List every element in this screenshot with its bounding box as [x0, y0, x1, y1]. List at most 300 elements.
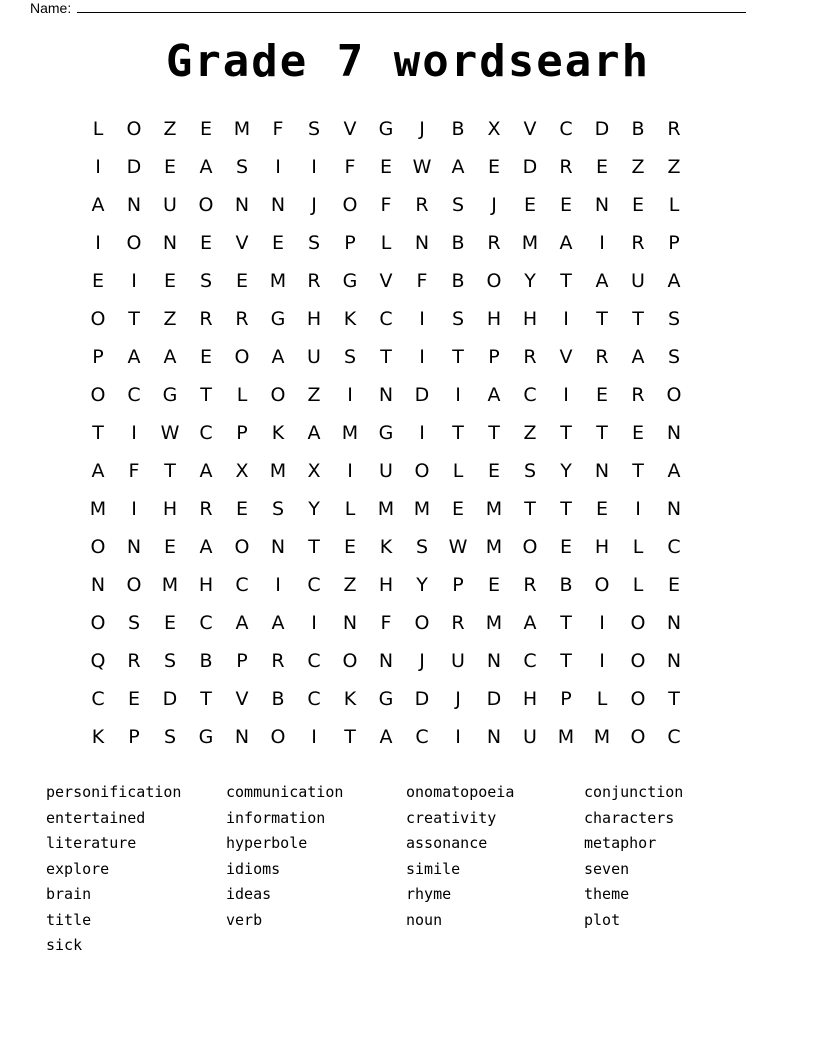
grid-cell[interactable]: M [593, 726, 611, 748]
grid-cell[interactable]: M [413, 498, 431, 520]
grid-cell[interactable]: V [379, 270, 393, 292]
grid-cell[interactable]: G [162, 384, 178, 406]
grid-cell[interactable]: J [419, 118, 425, 140]
grid-cell[interactable]: R [451, 612, 465, 634]
grid-cell[interactable]: I [347, 460, 353, 482]
word-list-item[interactable]: entertained [46, 808, 146, 827]
grid-cell[interactable]: I [599, 650, 605, 672]
grid-cell[interactable]: B [451, 270, 465, 292]
grid-cell[interactable]: C [307, 574, 321, 596]
word-list-item[interactable]: explore [46, 859, 110, 878]
grid-cell[interactable]: I [347, 384, 353, 406]
grid-cell[interactable]: Z [163, 308, 177, 330]
grid-cell[interactable]: N [666, 498, 682, 520]
grid-cell[interactable]: N [486, 650, 502, 672]
grid-cell[interactable]: I [455, 726, 461, 748]
grid-cell[interactable]: E [451, 498, 464, 520]
word-list-item[interactable]: communication [226, 783, 344, 801]
grid-cell[interactable]: R [487, 232, 501, 254]
grid-cell[interactable]: G [198, 726, 214, 748]
grid-cell[interactable]: I [131, 270, 137, 292]
grid-cell[interactable]: Z [631, 156, 645, 178]
grid-cell[interactable]: J [491, 194, 497, 216]
grid-cell[interactable]: J [419, 650, 425, 672]
grid-cell[interactable]: D [522, 156, 538, 178]
grid-cell[interactable]: C [307, 650, 321, 672]
grid-cell[interactable]: C [523, 384, 537, 406]
grid-cell[interactable]: H [198, 574, 214, 596]
word-list-item[interactable]: onomatopoeia [406, 783, 515, 801]
word-list-item[interactable]: verb [226, 910, 263, 929]
grid-cell[interactable]: J [455, 688, 461, 710]
grid-cell[interactable]: O [486, 270, 502, 292]
word-list-item[interactable]: conjunction [584, 783, 684, 801]
grid-cell[interactable]: C [379, 308, 393, 330]
grid-cell[interactable]: E [235, 270, 248, 292]
grid-cell[interactable]: Y [416, 574, 428, 596]
grid-cell[interactable]: E [487, 156, 500, 178]
grid-cell[interactable]: S [199, 270, 213, 292]
grid-cell[interactable]: L [632, 536, 644, 558]
grid-cell[interactable]: I [563, 308, 569, 330]
grid-cell[interactable]: S [307, 118, 321, 140]
grid-cell[interactable]: M [269, 270, 287, 292]
grid-cell[interactable]: I [275, 574, 281, 596]
grid-cell[interactable]: P [344, 232, 356, 254]
word-list-item[interactable]: characters [584, 808, 675, 827]
grid-cell[interactable]: O [270, 726, 286, 748]
grid-cell[interactable]: E [127, 688, 140, 710]
grid-cell[interactable]: M [557, 726, 575, 748]
grid-cell[interactable]: T [164, 460, 176, 482]
word-list-item[interactable]: plot [584, 910, 621, 929]
grid-cell[interactable]: A [667, 460, 681, 482]
grid-cell[interactable]: A [487, 384, 501, 406]
grid-cell[interactable]: I [95, 156, 101, 178]
grid-cell[interactable]: F [380, 612, 392, 634]
grid-cell[interactable]: Y [308, 498, 320, 520]
grid-cell[interactable]: T [524, 498, 536, 520]
grid-cell[interactable]: E [163, 612, 176, 634]
grid-cell[interactable]: N [414, 232, 430, 254]
grid-cell[interactable]: A [199, 536, 213, 558]
grid-cell[interactable]: E [631, 194, 644, 216]
grid-cell[interactable]: T [560, 498, 572, 520]
grid-cell[interactable]: K [91, 726, 105, 748]
grid-cell[interactable]: G [378, 118, 394, 140]
grid-cell[interactable]: R [415, 194, 429, 216]
word-list-item[interactable]: hyperbole [226, 834, 308, 852]
grid-cell[interactable]: K [343, 688, 357, 710]
grid-cell[interactable]: E [559, 194, 572, 216]
word-list-item[interactable]: idioms [226, 859, 281, 878]
grid-cell[interactable]: E [199, 232, 212, 254]
grid-cell[interactable]: S [667, 308, 681, 330]
grid-cell[interactable]: T [560, 612, 572, 634]
grid-cell[interactable]: C [415, 726, 429, 748]
grid-cell[interactable]: B [451, 232, 465, 254]
grid-cell[interactable]: I [311, 156, 317, 178]
grid-cell[interactable]: B [199, 650, 213, 672]
word-list-item[interactable]: literature [46, 834, 137, 852]
grid-cell[interactable]: N [378, 650, 394, 672]
grid-cell[interactable]: S [523, 460, 537, 482]
grid-cell[interactable]: T [560, 422, 572, 444]
grid-cell[interactable]: E [199, 346, 212, 368]
grid-cell[interactable]: I [311, 726, 317, 748]
grid-cell[interactable]: A [559, 232, 573, 254]
grid-cell[interactable]: E [235, 498, 248, 520]
grid-cell[interactable]: S [235, 156, 249, 178]
grid-cell[interactable]: E [379, 156, 392, 178]
grid-cell[interactable]: O [270, 384, 286, 406]
grid-cell[interactable]: A [271, 346, 285, 368]
grid-cell[interactable]: E [487, 460, 500, 482]
grid-cell[interactable]: S [163, 650, 177, 672]
grid-cell[interactable]: Z [307, 384, 321, 406]
grid-cell[interactable]: W [448, 536, 468, 558]
grid-cell[interactable]: X [487, 118, 501, 140]
grid-cell[interactable]: C [91, 688, 105, 710]
grid-cell[interactable]: O [234, 536, 250, 558]
grid-cell[interactable]: V [235, 232, 249, 254]
grid-cell[interactable]: O [594, 574, 610, 596]
grid-cell[interactable]: M [269, 460, 287, 482]
grid-cell[interactable]: C [127, 384, 141, 406]
grid-cell[interactable]: Z [667, 156, 681, 178]
grid-cell[interactable]: O [198, 194, 214, 216]
grid-cell[interactable]: R [559, 156, 573, 178]
grid-cell[interactable]: P [128, 726, 140, 748]
grid-cell[interactable]: E [595, 156, 608, 178]
grid-cell[interactable]: E [163, 536, 176, 558]
grid-cell[interactable]: C [559, 118, 573, 140]
grid-cell[interactable]: N [162, 232, 178, 254]
grid-cell[interactable]: N [126, 194, 142, 216]
grid-cell[interactable]: K [271, 422, 285, 444]
grid-cell[interactable]: O [630, 688, 646, 710]
grid-cell[interactable]: R [523, 346, 537, 368]
grid-cell[interactable]: P [452, 574, 464, 596]
grid-cell[interactable]: E [559, 536, 572, 558]
grid-cell[interactable]: T [308, 536, 320, 558]
grid-cell[interactable]: W [160, 422, 180, 444]
grid-cell[interactable]: O [234, 346, 250, 368]
grid-cell[interactable]: N [666, 650, 682, 672]
grid-cell[interactable]: D [486, 688, 502, 710]
grid-cell[interactable]: G [270, 308, 286, 330]
grid-cell[interactable]: T [92, 422, 104, 444]
grid-cell[interactable]: L [596, 688, 608, 710]
grid-cell[interactable]: M [161, 574, 179, 596]
grid-cell[interactable]: O [126, 232, 142, 254]
grid-cell[interactable]: D [414, 384, 430, 406]
grid-cell[interactable]: P [92, 346, 104, 368]
grid-cell[interactable]: H [306, 308, 322, 330]
grid-cell[interactable]: R [199, 308, 213, 330]
grid-cell[interactable]: I [563, 384, 569, 406]
grid-cell[interactable]: H [594, 536, 610, 558]
grid-cell[interactable]: K [343, 308, 357, 330]
grid-cell[interactable]: T [128, 308, 140, 330]
grid-cell[interactable]: A [91, 194, 105, 216]
grid-cell[interactable]: N [342, 612, 358, 634]
grid-cell[interactable]: V [235, 688, 249, 710]
word-list-item[interactable]: title [46, 910, 92, 929]
grid-cell[interactable]: A [451, 156, 465, 178]
grid-cell[interactable]: I [419, 346, 425, 368]
grid-cell[interactable]: I [455, 384, 461, 406]
grid-cell[interactable]: H [522, 688, 538, 710]
grid-cell[interactable]: A [199, 156, 213, 178]
grid-cell[interactable]: E [163, 270, 176, 292]
grid-cell[interactable]: N [666, 422, 682, 444]
word-list-item[interactable]: information [226, 808, 326, 827]
grid-cell[interactable]: E [163, 156, 176, 178]
grid-cell[interactable]: C [199, 422, 213, 444]
grid-cell[interactable]: D [126, 156, 142, 178]
grid-cell[interactable]: Z [163, 118, 177, 140]
grid-cell[interactable]: U [523, 726, 537, 748]
grid-cell[interactable]: F [344, 156, 356, 178]
word-list-item[interactable]: personification [46, 783, 182, 801]
grid-cell[interactable]: N [234, 194, 250, 216]
grid-cell[interactable]: M [233, 118, 251, 140]
grid-cell[interactable]: G [378, 688, 394, 710]
grid-cell[interactable]: I [311, 612, 317, 634]
grid-cell[interactable]: I [275, 156, 281, 178]
word-list-item[interactable]: brain [46, 885, 92, 903]
grid-cell[interactable]: P [488, 346, 500, 368]
grid-cell[interactable]: R [271, 650, 285, 672]
grid-cell[interactable]: I [95, 232, 101, 254]
grid-cell[interactable]: T [452, 346, 464, 368]
grid-cell[interactable]: A [379, 726, 393, 748]
grid-cell[interactable]: T [380, 346, 392, 368]
grid-cell[interactable]: B [271, 688, 285, 710]
grid-cell[interactable]: O [666, 384, 682, 406]
grid-cell[interactable]: H [162, 498, 178, 520]
grid-cell[interactable]: R [631, 232, 645, 254]
grid-cell[interactable]: E [199, 118, 212, 140]
word-list-item[interactable]: rhyme [406, 885, 452, 903]
grid-cell[interactable]: N [270, 536, 286, 558]
word-list-item[interactable]: creativity [406, 808, 497, 827]
grid-cell[interactable]: A [595, 270, 609, 292]
grid-cell[interactable]: T [596, 422, 608, 444]
grid-cell[interactable]: B [631, 118, 645, 140]
grid-cell[interactable]: V [343, 118, 357, 140]
grid-cell[interactable]: A [307, 422, 321, 444]
grid-cell[interactable]: P [236, 650, 248, 672]
grid-cell[interactable]: Y [524, 270, 536, 292]
grid-cell[interactable]: P [560, 688, 572, 710]
grid-cell[interactable]: I [599, 612, 605, 634]
grid-cell[interactable]: M [377, 498, 395, 520]
grid-cell[interactable]: Z [523, 422, 537, 444]
grid-cell[interactable]: R [631, 384, 645, 406]
grid-cell[interactable]: E [343, 536, 356, 558]
grid-cell[interactable]: A [91, 460, 105, 482]
grid-cell[interactable]: V [523, 118, 537, 140]
grid-cell[interactable]: L [668, 194, 680, 216]
word-list-item[interactable]: simile [406, 859, 461, 878]
grid-cell[interactable]: O [522, 536, 538, 558]
grid-cell[interactable]: O [414, 460, 430, 482]
grid-cell[interactable]: N [270, 194, 286, 216]
grid-cell[interactable]: S [451, 194, 465, 216]
grid-cell[interactable]: L [92, 118, 104, 140]
grid-cell[interactable]: F [272, 118, 284, 140]
grid-cell[interactable]: Y [560, 460, 572, 482]
grid-cell[interactable]: E [631, 422, 644, 444]
grid-cell[interactable]: M [485, 612, 503, 634]
grid-cell[interactable]: N [126, 536, 142, 558]
grid-cell[interactable]: C [667, 536, 681, 558]
word-list-item[interactable]: theme [584, 885, 630, 903]
grid-cell[interactable]: M [341, 422, 359, 444]
grid-cell[interactable]: I [131, 498, 137, 520]
grid-cell[interactable]: X [235, 460, 249, 482]
grid-cell[interactable]: U [379, 460, 393, 482]
grid-cell[interactable]: T [488, 422, 500, 444]
grid-cell[interactable]: R [523, 574, 537, 596]
grid-cell[interactable]: K [379, 536, 393, 558]
grid-cell[interactable]: P [668, 232, 680, 254]
grid-cell[interactable]: U [451, 650, 465, 672]
grid-cell[interactable]: S [667, 346, 681, 368]
grid-cell[interactable]: T [452, 422, 464, 444]
grid-cell[interactable]: R [235, 308, 249, 330]
grid-cell[interactable]: E [271, 232, 284, 254]
grid-cell[interactable]: A [235, 612, 249, 634]
grid-cell[interactable]: S [163, 726, 177, 748]
grid-cell[interactable]: R [127, 650, 141, 672]
grid-cell[interactable]: O [90, 536, 106, 558]
grid-cell[interactable]: I [599, 232, 605, 254]
grid-cell[interactable]: O [630, 650, 646, 672]
grid-cell[interactable]: T [632, 460, 644, 482]
grid-cell[interactable]: G [342, 270, 358, 292]
grid-cell[interactable]: O [126, 574, 142, 596]
grid-cell[interactable]: A [271, 612, 285, 634]
grid-cell[interactable]: I [419, 422, 425, 444]
grid-cell[interactable]: M [485, 536, 503, 558]
grid-cell[interactable]: E [523, 194, 536, 216]
grid-cell[interactable]: C [523, 650, 537, 672]
grid-cell[interactable]: N [486, 726, 502, 748]
grid-cell[interactable]: V [559, 346, 573, 368]
grid-cell[interactable]: E [667, 574, 680, 596]
grid-cell[interactable]: B [451, 118, 465, 140]
grid-cell[interactable]: O [342, 650, 358, 672]
grid-cell[interactable]: B [559, 574, 573, 596]
grid-cell[interactable]: E [487, 574, 500, 596]
grid-cell[interactable]: S [307, 232, 321, 254]
grid-cell[interactable]: H [522, 308, 538, 330]
grid-cell[interactable]: C [199, 612, 213, 634]
word-list-item[interactable]: ideas [226, 885, 272, 903]
word-list-item[interactable]: noun [406, 910, 443, 929]
grid-cell[interactable]: I [635, 498, 641, 520]
grid-cell[interactable]: D [594, 118, 610, 140]
grid-cell[interactable]: N [90, 574, 106, 596]
grid-cell[interactable]: L [380, 232, 392, 254]
grid-cell[interactable]: A [163, 346, 177, 368]
name-write-line[interactable] [77, 0, 746, 13]
grid-cell[interactable]: E [595, 384, 608, 406]
grid-cell[interactable]: A [667, 270, 681, 292]
grid-cell[interactable]: S [343, 346, 357, 368]
grid-cell[interactable]: U [163, 194, 177, 216]
grid-cell[interactable]: T [200, 384, 212, 406]
grid-cell[interactable]: T [560, 270, 572, 292]
grid-cell[interactable]: C [667, 726, 681, 748]
grid-cell[interactable]: M [521, 232, 539, 254]
grid-cell[interactable]: T [200, 688, 212, 710]
grid-cell[interactable]: T [344, 726, 356, 748]
grid-cell[interactable]: U [307, 346, 321, 368]
grid-cell[interactable]: A [199, 460, 213, 482]
grid-cell[interactable]: O [630, 612, 646, 634]
grid-cell[interactable]: N [594, 194, 610, 216]
grid-cell[interactable]: G [378, 422, 394, 444]
word-list-item[interactable]: assonance [406, 834, 488, 852]
grid-cell[interactable]: O [630, 726, 646, 748]
grid-cell[interactable]: R [307, 270, 321, 292]
grid-cell[interactable]: H [378, 574, 394, 596]
grid-cell[interactable]: O [90, 384, 106, 406]
grid-cell[interactable]: S [127, 612, 141, 634]
grid-cell[interactable]: P [236, 422, 248, 444]
grid-cell[interactable]: O [90, 308, 106, 330]
grid-cell[interactable]: D [162, 688, 178, 710]
grid-cell[interactable]: N [234, 726, 250, 748]
word-list-item[interactable]: sick [46, 936, 83, 954]
grid-cell[interactable]: C [307, 688, 321, 710]
grid-cell[interactable]: Z [343, 574, 357, 596]
grid-cell[interactable]: U [631, 270, 645, 292]
grid-cell[interactable]: O [90, 612, 106, 634]
grid-cell[interactable]: I [131, 422, 137, 444]
grid-cell[interactable]: L [236, 384, 248, 406]
grid-cell[interactable]: S [451, 308, 465, 330]
grid-cell[interactable]: N [378, 384, 394, 406]
grid-cell[interactable]: N [594, 460, 610, 482]
grid-cell[interactable]: X [307, 460, 321, 482]
grid-cell[interactable]: C [235, 574, 249, 596]
grid-cell[interactable]: A [127, 346, 141, 368]
grid-cell[interactable]: M [89, 498, 107, 520]
grid-cell[interactable]: W [412, 156, 432, 178]
grid-cell[interactable]: L [344, 498, 356, 520]
grid-cell[interactable]: T [668, 688, 680, 710]
grid-cell[interactable]: H [486, 308, 502, 330]
grid-cell[interactable]: R [199, 498, 213, 520]
grid-cell[interactable]: L [632, 574, 644, 596]
grid-cell[interactable]: S [415, 536, 429, 558]
grid-cell[interactable]: A [631, 346, 645, 368]
grid-cell[interactable]: T [596, 308, 608, 330]
grid-cell[interactable]: O [126, 118, 142, 140]
grid-cell[interactable]: N [666, 612, 682, 634]
word-list-item[interactable]: metaphor [584, 834, 657, 852]
grid-cell[interactable]: M [485, 498, 503, 520]
grid-cell[interactable]: R [667, 118, 681, 140]
grid-cell[interactable]: E [595, 498, 608, 520]
grid-cell[interactable]: O [342, 194, 358, 216]
grid-cell[interactable]: I [419, 308, 425, 330]
